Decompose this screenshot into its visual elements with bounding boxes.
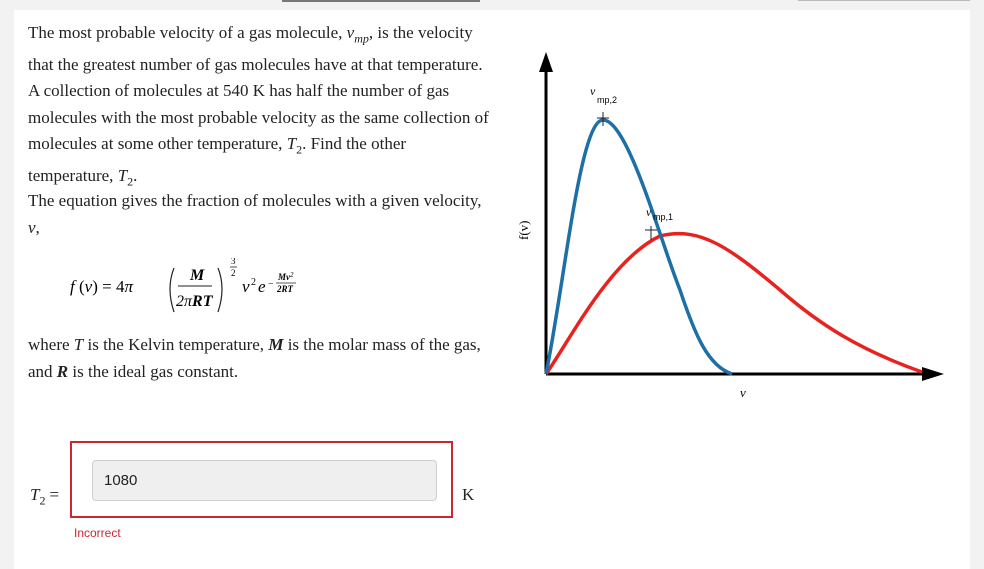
svg-text:M: M [190, 267, 205, 284]
svg-text:f (v) = 4π: f (v) = 4π [70, 277, 133, 296]
question-paragraph-2: The equation gives the fraction of molecules with a given velocity, v, [28, 191, 482, 237]
status-incorrect: Incorrect [74, 526, 121, 540]
peak2-label-sub: mp,2 [597, 95, 618, 105]
curve-mp2 [546, 120, 732, 374]
top-divider-right [798, 0, 970, 1]
peak2-label: v [590, 84, 596, 98]
unit-label: K [462, 485, 475, 504]
svg-text:2: 2 [231, 268, 236, 278]
y-axis-arrow [539, 52, 553, 72]
question-paragraph-3: where T is the Kelvin temperature, M is the molar mass of the gas, and R is the ideal gas constant. [28, 335, 481, 381]
svg-text:e: e [258, 277, 266, 296]
peak1-label-sub: mp,1 [653, 212, 674, 222]
curve-mp1 [546, 234, 922, 374]
svg-text:Mv2: Mv$^2$ [278, 271, 294, 282]
maxwell-boltzmann-equation [70, 258, 330, 318]
y-axis-label: f(v) [516, 220, 531, 240]
svg-text:−: − [268, 279, 274, 290]
svg-text:2: 2 [251, 277, 256, 288]
velocity-distribution-graph [500, 40, 950, 412]
top-divider-left [282, 0, 480, 2]
x-axis-arrow [922, 367, 944, 381]
svg-text:3: 3 [231, 258, 236, 266]
t2-answer-input[interactable]: 1080 [92, 460, 437, 501]
t2-label: $T_2$ = [30, 485, 60, 508]
peak1-label: v [646, 205, 652, 219]
x-axis-label: v [740, 385, 746, 400]
svg-text:v: v [242, 277, 250, 296]
question-paragraph-1: The most probable velocity of a gas molecule, $v_{mp}$, is the velocity that the greatest number of gas molecules have at that temperature. A collection of molecules at 540 K has half the number of gas molecules with the most probable velocity as the same collection of molecules at some other temperature, $T_2$. Find the other temperature, $T_2$. [28, 23, 489, 189]
svg-text:2πRT: 2πRT [176, 293, 213, 310]
svg-text:2RT: 2RT [277, 284, 294, 294]
